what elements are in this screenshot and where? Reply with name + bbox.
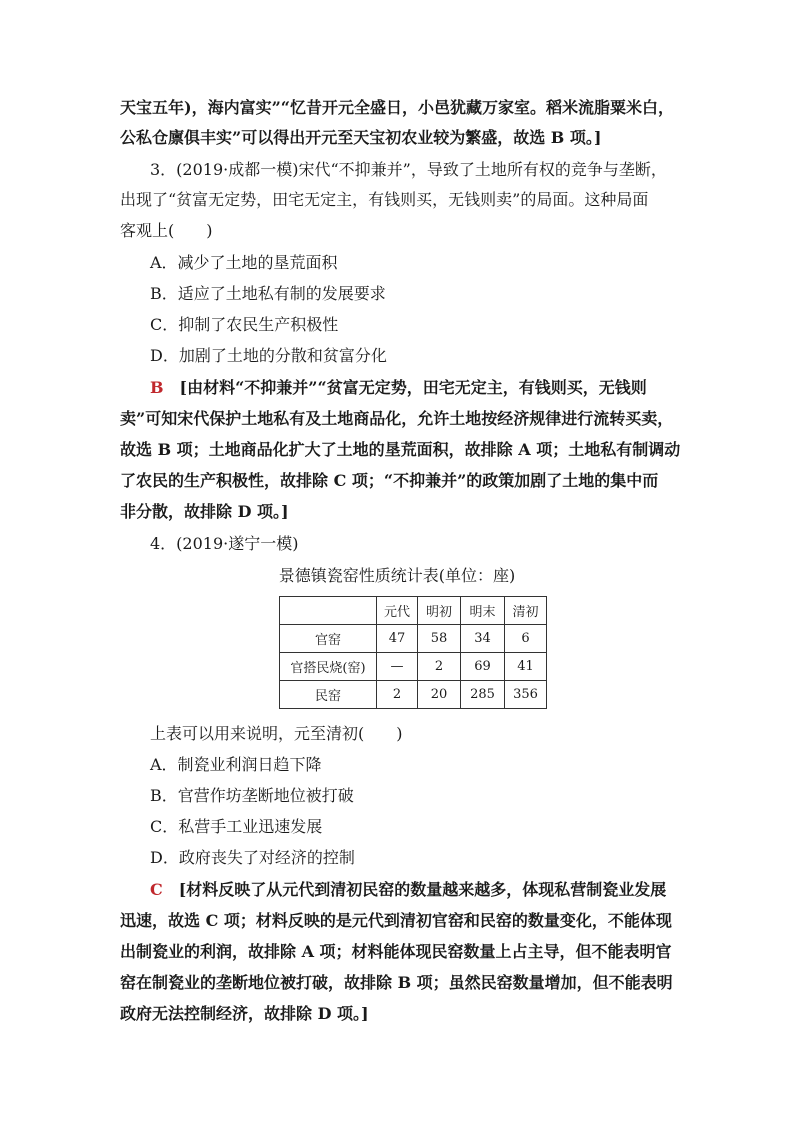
question-3-option-c: C．抑制了农民生产积极性	[150, 315, 339, 334]
table-cell: 34	[461, 625, 505, 653]
text-line: 卖”可知宋代保护土地私有及土地商品化，允许土地按经济规律进行流转买卖，	[120, 409, 674, 428]
table-header-cell: 明末	[461, 597, 505, 625]
table-cell: 20	[418, 681, 461, 709]
table-cell: 356	[505, 681, 547, 709]
question-4-option-d: D．政府丧失了对经济的控制	[150, 848, 355, 867]
text-line: 迅速，故选 C 项；材料反映的是元代到清初官窑和民窑的数量变化，不能体现	[120, 911, 672, 930]
table-cell: 官搭民烧(窑)	[280, 653, 377, 681]
text-line: 故选 B 项；土地商品化扩大了土地的垦荒面积，故排除 A 项；土地私有制调动	[120, 440, 681, 459]
question-3-option-b: B．适应了土地私有制的发展要求	[150, 284, 386, 303]
question-4-option-c: C．私营手工业迅速发展	[150, 817, 323, 836]
table-cell: 2	[377, 681, 418, 709]
question-4-stem: 4．(2019·遂宁一模)	[150, 534, 299, 553]
explanation-text: [材料反映了从元代到清初民窑的数量越来越多，体现私营制瓷业发展	[162, 880, 667, 899]
question-3-explanation	[150, 378, 680, 398]
question-3-stem: 客观上( )	[120, 221, 213, 240]
table-header-cell: 明初	[418, 597, 461, 625]
table-cell: 58	[418, 625, 461, 653]
table-row	[280, 653, 547, 681]
text-line: 非分散，故排除 D 项。]	[120, 502, 289, 521]
table-header-cell: 元代	[377, 597, 418, 625]
table-row	[280, 625, 547, 653]
table-header-row	[280, 597, 547, 625]
table-cell: 民窑	[280, 681, 377, 709]
table-cell: 69	[461, 653, 505, 681]
table-cell: 41	[505, 653, 547, 681]
question-3-stem: 3．(2019·成都一模)宋代“不抑兼并”，导致了土地所有权的竞争与垄断，	[150, 160, 667, 179]
text-line: 出制瓷业的利润，故排除 A 项；材料能体现民窑数量上占主导，但不能表明官	[120, 942, 672, 961]
question-4-explanation	[150, 880, 680, 900]
text-line: 公私仓廪俱丰实”可以得出开元至天宝初农业较为繁盛，故选 B 项。]	[120, 128, 602, 147]
text-line: 政府无法控制经济，故排除 D 项。]	[120, 1004, 369, 1023]
table-cell: 47	[377, 625, 418, 653]
kiln-statistics-table	[279, 596, 547, 709]
table-title: 景德镇瓷窑性质统计表(单位：座)	[278, 566, 516, 585]
question-3-stem: 出现了“贫富无定势，田宅无定主，有钱则买，无钱则卖”的局面。这种局面	[120, 190, 649, 209]
explanation-text: [由材料“不抑兼并”“贫富无定势，田宅无定主，有钱则买，无钱则	[163, 378, 647, 397]
text-line: 窑在制瓷业的垄断地位被打破，故排除 B 项；虽然民窑数量增加，但不能表明	[120, 973, 673, 992]
table-cell: —	[377, 653, 418, 681]
answer-letter: B	[150, 378, 164, 397]
question-3-option-d: D．加剧了土地的分散和贫富分化	[150, 346, 387, 365]
question-4-prompt: 上表可以用来说明，元至清初( )	[150, 724, 403, 743]
table-header-cell	[280, 597, 377, 625]
text-line: 了农民的生产积极性，故排除 C 项；“不抑兼并”的政策加剧了土地的集中而	[120, 471, 659, 490]
question-3-option-a: A．减少了土地的垦荒面积	[150, 253, 338, 272]
table-header-cell: 清初	[505, 597, 547, 625]
text-line: 天宝五年)，海内富实”“忆昔开元全盛日，小邑犹藏万家室。稻米流脂粟米白，	[120, 98, 674, 117]
answer-letter: C	[150, 880, 163, 899]
table-cell: 2	[418, 653, 461, 681]
question-4-option-b: B．官营作坊垄断地位被打破	[150, 786, 354, 805]
question-4-option-a: A．制瓷业利润日趋下降	[150, 755, 322, 774]
table-cell: 官窑	[280, 625, 377, 653]
table-row	[280, 681, 547, 709]
table-cell: 6	[505, 625, 547, 653]
table-cell: 285	[461, 681, 505, 709]
